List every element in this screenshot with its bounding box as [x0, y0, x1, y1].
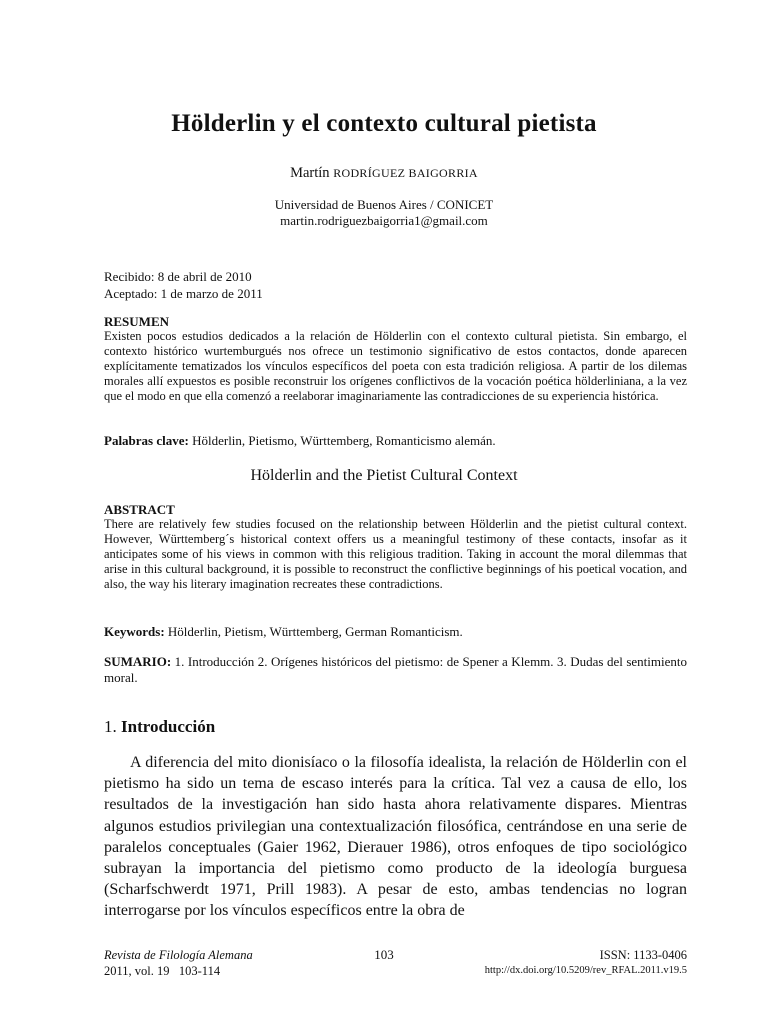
resumen-text: Existen pocos estudios dedicados a la relación de Hölderlin con el contexto cultural pietista. Sin embargo, el contexto histórico wurtemburgués nos ofrece un testimonio significativo de estos contactos, donde aparecen explícitamente tematizados los vínculos específicos del poeta con esta tradición religiosa. A partir de los dilemas morales allí expuestos es posible reconstruir los orígenes conflictivos de la vocación poética hölderliniana, a la vez que el modo en que ella comenzó a reelaborar imaginariamente las contradicciones de su experiencia histórica. [104, 329, 687, 403]
sumario [104, 654, 687, 686]
section-title: Introducción [121, 717, 216, 736]
author-first-name: Martín [290, 165, 334, 181]
affiliation: Universidad de Buenos Aires / CONICET [274, 197, 494, 212]
author-last-name: RODRÍGUEZ BAIGORRIA [333, 166, 478, 180]
english-title: Hölderlin and the Pietist Cultural Context [250, 467, 518, 484]
section-number: 1. [104, 717, 121, 736]
doi-link[interactable]: http://dx.doi.org/10.5209/rev_RFAL.2011.v19.5 [484, 965, 687, 976]
author-email: martin.rodriguezbaigorria1@gmail.com [280, 213, 488, 228]
issn: ISSN: 1133-0406 [599, 948, 687, 962]
submission-dates [104, 268, 263, 302]
journal-name: Revista de Filología Alemana [104, 948, 253, 962]
keywords [104, 624, 687, 640]
page-number: 103 [374, 947, 394, 962]
footer-identifiers [485, 947, 687, 979]
resumen-section [104, 314, 687, 404]
abstract-section [104, 502, 687, 592]
received-date: Recibido: 8 de abril de 2010 [104, 269, 252, 284]
abstract-heading: ABSTRACT [104, 502, 175, 517]
keywords-label: Keywords: [104, 624, 165, 639]
accepted-date: Aceptado: 1 de marzo de 2011 [104, 286, 263, 301]
author-name [0, 165, 768, 182]
article-title: Hölderlin y el contexto cultural pietista [171, 110, 597, 137]
keywords-values: Hölderlin, Pietism, Württemberg, German Romanticism. [164, 624, 463, 639]
journal-volume: 2011, vol. 19 103-114 [104, 964, 221, 978]
sumario-text: 1. Introducción 2. Orígenes históricos del pietismo: de Spener a Klemm. 3. Dudas del sentimiento moral. [104, 654, 687, 685]
abstract-text: There are relatively few studies focused on the relationship between Hölderlin and the pietist cultural context. However, Württemberg´s historical context offers us a meaningful testimony of these contacts, insofar as it anticipates some of his views in common with this religious tradition. Taking in account the moral dilemmas that arise in this cultural background, it is possible to reconstruct the conflictive beginnings of his poetical vocation, and also, the way his literary imagination recreates these contradictions. [104, 517, 687, 591]
palabras-clave [104, 433, 687, 449]
affiliation-block [0, 197, 768, 229]
body-paragraph [104, 752, 687, 922]
sumario-label: SUMARIO: [104, 654, 172, 669]
palabras-clave-values: Hölderlin, Pietismo, Württemberg, Romanticismo alemán. [188, 433, 496, 448]
section-heading-introduccion [104, 717, 215, 737]
resumen-heading: RESUMEN [104, 314, 170, 329]
palabras-clave-label: Palabras clave: [104, 433, 189, 448]
body-paragraph-text: A diferencia del mito dionisíaco o la filosofía idealista, la relación de Hölderlin con el pietismo ha sido un tema de escaso interés para la crítica. Tal vez a causa de ello, los resultados de la investigación han sido hasta ahora relativamente dispares. Mientras algunos estudios privilegian una contextualización filosófica, centrándose en una serie de paralelos conceptuales (Gaier 1962, Dierauer 1986), otros enfoques de tipo sociológico subrayan la importancia del pietismo como producto de la ideología burguesa (Scharfschwerdt 1971, Prill 1983). A pesar de esto, ambas tendencias no logran interrogarse por los vínculos específicos entre la obra de [104, 754, 687, 920]
